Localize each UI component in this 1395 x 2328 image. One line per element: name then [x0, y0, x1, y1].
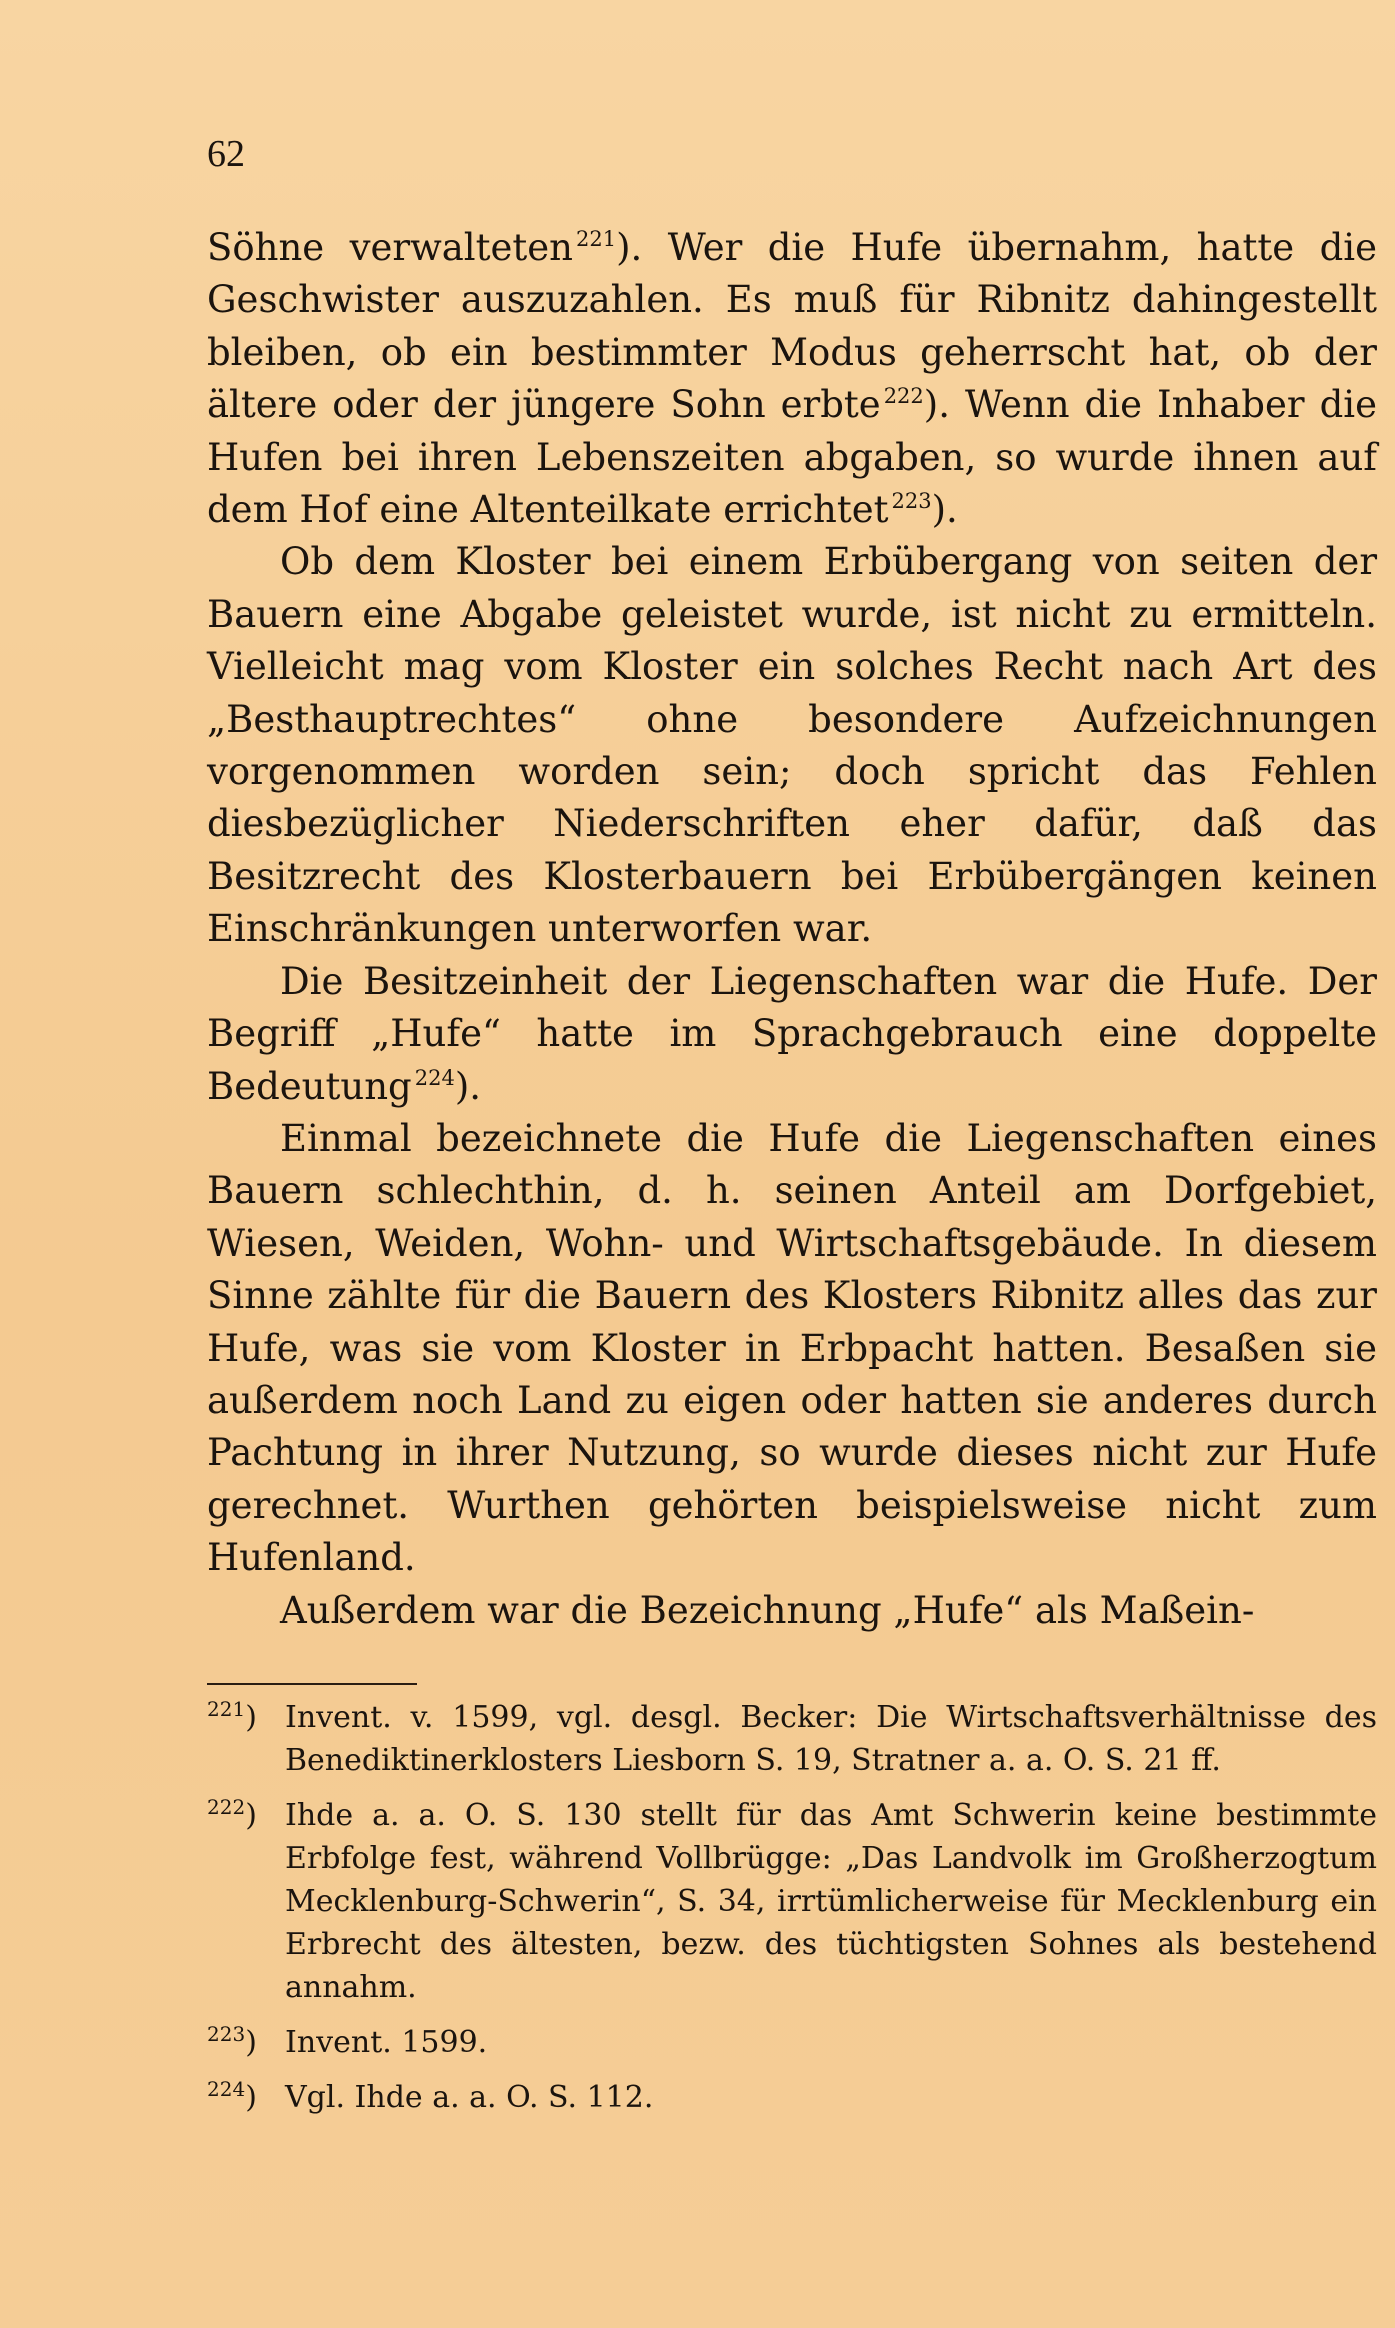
footnote-number: 223	[207, 2022, 246, 2046]
footnote-number: 224	[207, 2077, 246, 2101]
footnote-marker: $^{223}$)	[207, 2022, 257, 2060]
paragraph-text: ). Wer die Hufe übernahm, hatte die Geschwister auszuzahlen. Es muß für Ribnitz dahingestellt bleiben, ob ein bestimmter Modus geherrscht hat, ob der ältere oder der jüngere Sohn erbte	[207, 226, 1377, 427]
footnote-text: Invent. v. 1599, vgl. desgl. Becker: Die Wirtschaftsverhältnisse des Benediktinerklosters Liesborn S. 19, Stratner a. a. O. S. 21 ff.	[285, 1700, 1377, 1778]
page-number: 62	[207, 133, 245, 175]
paragraph	[207, 1113, 1377, 1585]
paragraph-text: Ob dem Kloster bei einem Erbübergang von seiten der Bauern eine Abgabe geleistet wurde, ist nicht zu ermitteln. Vielleicht mag vom Kloster ein solches Recht nach Art des „Besthauptrechtes“ ohne besondere Aufzeichnungen vorgenommen worden sein; doch spricht das Fehlen diesbezüglicher Niederschriften eher dafür, daß das Besitzrecht des Klosterbauern bei Erbübergängen keinen Einschränkungen unterworfen war.	[207, 540, 1377, 951]
paragraph-text: ). Wenn die Inhaber die Hufen bei ihren Lebenszeiten abgaben, so wurde ihnen auf dem Hof eine Altenteilkate errichtet	[207, 383, 1377, 532]
footnote-reference: 222	[883, 384, 924, 409]
footnote	[207, 1696, 1377, 1782]
footnote-text: Vgl. Ihde a. a. O. S. 112.	[285, 2080, 654, 2115]
paragraph	[207, 536, 1377, 955]
footnote-number: 222	[207, 1795, 246, 1819]
paragraph-text: Söhne verwalteten	[207, 226, 573, 269]
paragraph-text: ).	[454, 1064, 482, 1108]
paragraph	[207, 1585, 1377, 1637]
footnote-marker: $^{222}$)	[207, 1795, 257, 1833]
paragraph-text: ).	[931, 488, 958, 532]
body-text	[207, 222, 1377, 1637]
footnote-reference: 224	[414, 1065, 455, 1090]
footnote	[207, 2021, 1377, 2064]
footnote-marker: $^{221}$)	[207, 1697, 257, 1735]
paragraph-text: Die Besitzeinheit der Liegenschaften war die Hufe. Der Begriff „Hufe“ hatte im Sprachgebrauch eine doppelte Bedeutung	[207, 959, 1377, 1108]
footnote	[207, 1794, 1377, 2009]
paragraph	[207, 956, 1377, 1113]
paragraph-text: Einmal bezeichnete die Hufe die Liegenschaften eines Bauern schlechthin, d. h. seinen Anteil am Dorfgebiet, Wiesen, Weiden, Wohn- und Wirtschaftsgebäude. In diesem Sinne zählte für die Bauern des Klosters Ribnitz alles das zur Hufe, was sie vom Kloster in Erbpacht hatten. Besaßen sie außerdem noch Land zu eigen oder hatten sie anderes durch Pachtung in ihrer Nutzung, so wurde dieses nicht zur Hufe gerechnet. Wurthen gehörten beispielsweise nicht zum Hufenland.	[207, 1116, 1377, 1580]
footnote-rule	[207, 1683, 417, 1685]
footnote-text: Ihde a. a. O. S. 130 stellt für das Amt Schwerin keine bestimmte Erbfolge fest, während Vollbrügge: „Das Landvolk im Großherzogtum Mecklenburg-Schwerin“, S. 34, irrtümlicherweise für Mecklenburg ein Erbrecht des ältesten, bezw. des tüchtigsten Sohnes als bestehend annahm.	[285, 1798, 1377, 2005]
footnote-text: Invent. 1599.	[285, 2025, 488, 2060]
paragraph	[207, 222, 1377, 536]
footnote-number: 221	[207, 1697, 246, 1721]
footnote-reference: 221	[576, 227, 617, 251]
footnote-reference: 223	[891, 489, 932, 514]
footnotes	[207, 1696, 1377, 2131]
paragraph-text: Außerdem war die Bezeichnung „Hufe“ als Maßein-	[280, 1588, 1255, 1632]
footnote	[207, 2076, 1377, 2119]
footnote-marker: $^{224}$)	[207, 2077, 257, 2115]
